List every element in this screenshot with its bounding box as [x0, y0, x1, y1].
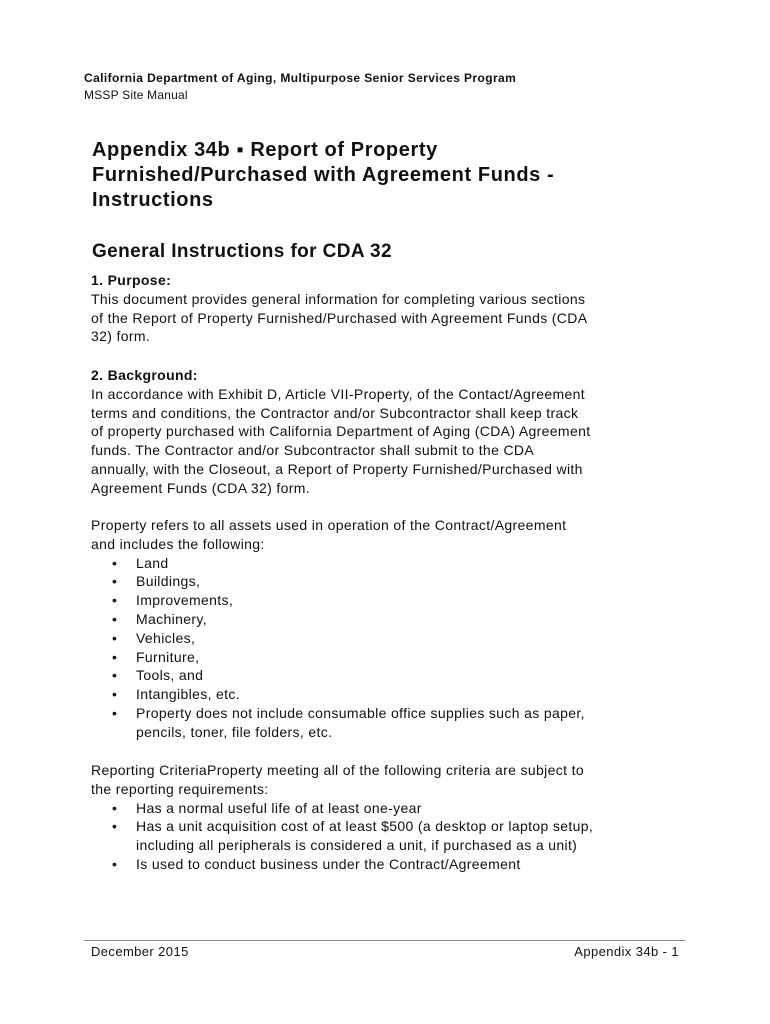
- title-line: Appendix 34b ▪ Report of Property: [92, 139, 438, 161]
- property-item: [91, 572, 701, 591]
- property-intro-line: Property refers to all assets used in operation of the Contract/Agreement: [91, 517, 567, 533]
- document-title: [92, 138, 692, 213]
- bullet-icon: •: [112, 818, 118, 835]
- purpose-section: [91, 271, 701, 346]
- criteria-item-text: Is used to conduct business under the Contract/Agreement: [136, 855, 521, 872]
- bullet-icon: •: [112, 573, 118, 590]
- property-item-text: pencils, toner, file folders, etc.: [136, 723, 333, 740]
- bullet-icon: •: [112, 704, 118, 721]
- property-item: [91, 704, 701, 742]
- bullet-icon: •: [112, 667, 118, 684]
- criteria-list: [91, 799, 701, 874]
- criteria-item: [91, 817, 701, 855]
- property-item: [91, 591, 701, 610]
- purpose-text-line: 32) form.: [91, 328, 151, 345]
- background-section: [91, 366, 701, 498]
- property-item: [91, 685, 701, 704]
- property-item: [91, 629, 701, 648]
- property-item-text: Improvements,: [136, 592, 234, 609]
- bullet-icon: •: [112, 686, 118, 703]
- title-line: Instructions: [92, 189, 214, 211]
- property-item-text: Intangibles, etc.: [136, 686, 241, 703]
- bullet-icon: •: [112, 648, 118, 665]
- background-text-line: Agreement Funds (CDA 32) form.: [91, 479, 311, 496]
- criteria-intro-line: Reporting CriteriaProperty meeting all of the following criteria are subject to: [91, 762, 584, 778]
- property-item-text: Property does not include consumable office supplies such as paper,: [136, 704, 585, 721]
- property-item-text: Machinery,: [136, 610, 207, 627]
- property-item-text: Buildings,: [136, 573, 201, 590]
- bullet-icon: •: [112, 610, 118, 627]
- background-text-line: funds. The Contractor and/or Subcontractor shall submit to the CDA: [91, 442, 535, 459]
- bullet-icon: •: [112, 592, 118, 609]
- property-item: [91, 554, 701, 573]
- criteria-item-text: Has a normal useful life of at least one-year: [136, 799, 422, 816]
- background-heading: 2. Background:: [91, 367, 198, 383]
- criteria-item-text: including all peripherals is considered a unit, if purchased as a unit): [136, 837, 578, 854]
- property-list: [91, 554, 701, 742]
- property-item-text: Vehicles,: [136, 629, 196, 646]
- running-header-program: California Department of Aging, Multipurpose Senior Services Program: [84, 71, 517, 85]
- background-text-line: In accordance with Exhibit D, Article VII-Property, of the Contact/Agreement: [91, 385, 585, 402]
- section-heading: General Instructions for CDA 32: [92, 241, 392, 262]
- running-header-manual: MSSP Site Manual: [84, 88, 188, 102]
- purpose-text-line: of the Report of Property Furnished/Purchased with Agreement Funds (CDA: [91, 309, 588, 326]
- title-line: Furnished/Purchased with Agreement Funds -: [92, 164, 555, 186]
- purpose-text-line: This document provides general information for completing various sections: [91, 290, 586, 307]
- property-item-text: Tools, and: [136, 667, 204, 684]
- property-item: [91, 648, 701, 667]
- footer-page-number: Appendix 34b - 1: [574, 944, 679, 959]
- property-section: [91, 516, 701, 742]
- background-text-line: annually, with the Closeout, a Report of Property Furnished/Purchased with: [91, 460, 583, 477]
- criteria-section: [91, 761, 701, 874]
- background-text-line: terms and conditions, the Contractor and/or Subcontractor shall keep track: [91, 404, 579, 421]
- property-item-text: Furniture,: [136, 648, 200, 665]
- bullet-icon: •: [112, 554, 118, 571]
- background-text-line: of property purchased with California Department of Aging (CDA) Agreement: [91, 423, 591, 440]
- criteria-intro-line: the reporting requirements:: [91, 780, 269, 797]
- footer-divider: [84, 940, 685, 941]
- criteria-item-text: Has a unit acquisition cost of at least $500 (a desktop or laptop setup,: [136, 818, 594, 835]
- property-intro-line: and includes the following:: [91, 535, 265, 552]
- property-item: [91, 666, 701, 685]
- purpose-heading: 1. Purpose:: [91, 272, 172, 288]
- bullet-icon: •: [112, 629, 118, 646]
- criteria-item: [91, 855, 701, 874]
- bullet-icon: •: [112, 855, 118, 872]
- footer-date: December 2015: [91, 944, 189, 959]
- bullet-icon: •: [112, 799, 118, 816]
- property-item: [91, 610, 701, 629]
- criteria-item: [91, 799, 701, 818]
- property-item-text: Land: [136, 554, 169, 571]
